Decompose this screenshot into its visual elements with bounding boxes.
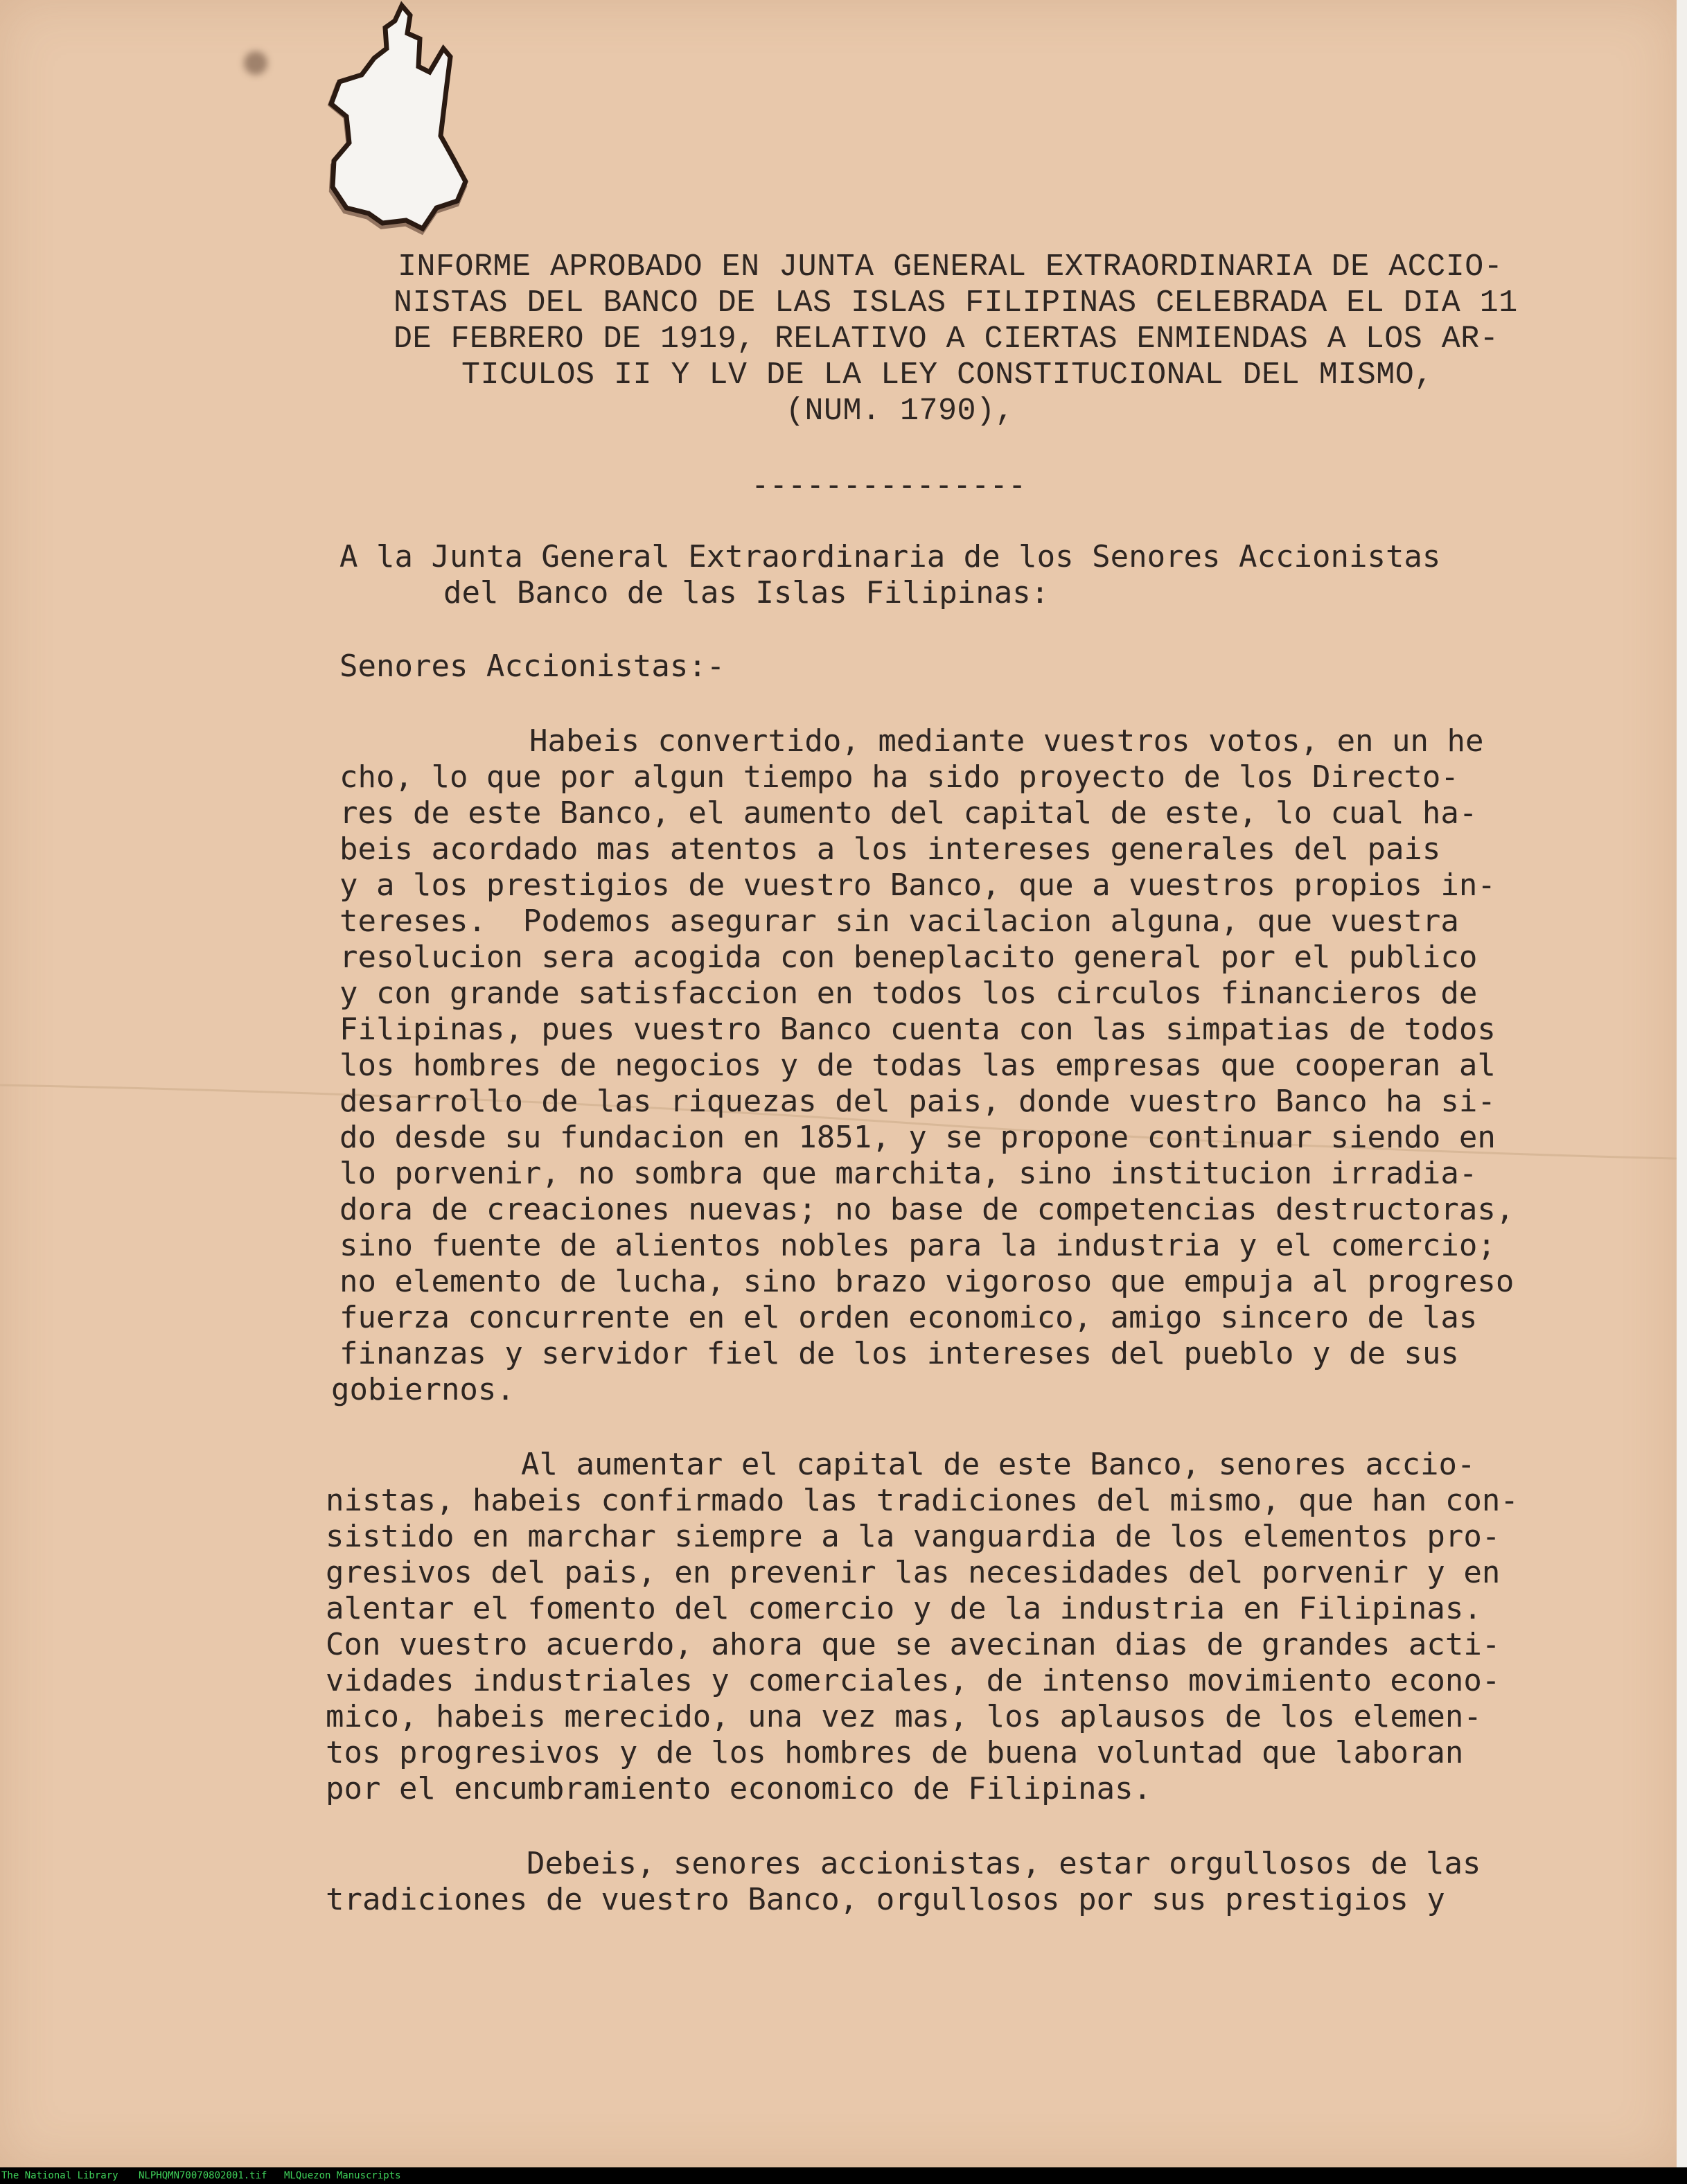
- body-line: resolucion sera acogida con beneplacito general por el publico: [339, 940, 1478, 975]
- salutation: Senores Accionistas:-: [339, 649, 725, 684]
- title-line: INFORME APROBADO EN JUNTA GENERAL EXTRAORDINARIA DE ACCIO-: [398, 249, 1503, 285]
- address-line: del Banco de las Islas Filipinas:: [443, 575, 1050, 610]
- ink-smudge: [244, 51, 267, 75]
- footer-filename: NLPHQMN70070802001.tif: [139, 2170, 267, 2181]
- body-line: mico, habeis merecido, una vez mas, los aplausos de los elemen-: [326, 1699, 1482, 1734]
- body-line: dora de creaciones nuevas; no base de competencias destructoras,: [339, 1192, 1514, 1227]
- title-line: TICULOS II Y LV DE LA LEY CONSTITUCIONAL DEL MISMO,: [461, 358, 1433, 393]
- body-line: Con vuestro acuerdo, ahora que se avecinan dias de grandes acti-: [326, 1627, 1501, 1662]
- body-line: tradiciones de vuestro Banco, orgullosos por sus prestigios y: [326, 1882, 1445, 1917]
- body-line: y a los prestigios de vuestro Banco, que a vuestros propios in-: [339, 868, 1496, 903]
- body-line: Debeis, senores accionistas, estar orgullosos de las: [527, 1846, 1481, 1881]
- body-line: finanzas y servidor fiel de los intereses del pueblo y de sus: [339, 1336, 1459, 1371]
- body-line: tereses. Podemos asegurar sin vacilacion alguna, que vuestra: [339, 904, 1459, 939]
- title-line: DE FEBRERO DE 1919, RELATIVO A CIERTAS ENMIENDAS A LOS AR-: [394, 322, 1499, 357]
- body-line: no elemento de lucha, sino brazo vigoroso que empuja al progreso: [339, 1264, 1514, 1299]
- burn-hole-damage: [319, 0, 478, 236]
- separator-line: ---------------: [751, 467, 1027, 502]
- body-line: beis acordado mas atentos a los intereses generales del pais: [339, 831, 1441, 867]
- footer-library: The National Library: [1, 2170, 118, 2181]
- body-line: por el encumbramiento economico de Filipinas.: [326, 1771, 1152, 1806]
- title-line: NISTAS DEL BANCO DE LAS ISLAS FILIPINAS CELEBRADA EL DIA 11: [394, 285, 1518, 321]
- body-line: sistido en marchar siempre a la vanguardia de los elementos pro-: [326, 1519, 1501, 1554]
- body-line: gobiernos.: [331, 1372, 515, 1407]
- body-line: lo porvenir, no sombra que marchita, sino institucion irradia-: [339, 1156, 1478, 1191]
- body-line: do desde su fundacion en 1851, y se propone continuar siendo en: [339, 1120, 1496, 1155]
- body-line: y con grande satisfaccion en todos los circulos financieros de: [339, 976, 1478, 1011]
- body-line: Habeis convertido, mediante vuestros votos, en un he: [529, 723, 1484, 759]
- body-line: desarrollo de las riquezas del pais, donde vuestro Banco ha si-: [339, 1084, 1496, 1119]
- body-line: gresivos del pais, en prevenir las necesidades del porvenir y en: [326, 1555, 1501, 1590]
- body-line: nistas, habeis confirmado las tradiciones del mismo, que han con-: [326, 1483, 1519, 1518]
- address-line: A la Junta General Extraordinaria de los Senores Accionistas: [339, 539, 1441, 574]
- scan-footer-bar: [0, 2167, 1687, 2184]
- body-line: vidades industriales y comerciales, de intenso movimiento econo-: [326, 1663, 1501, 1698]
- body-line: res de este Banco, el aumento del capital de este, lo cual ha-: [339, 795, 1478, 831]
- body-line: tos progresivos y de los hombres de buena voluntad que laboran: [326, 1735, 1464, 1770]
- title-line: (NUM. 1790),: [786, 394, 1015, 429]
- body-line: sino fuente de alientos nobles para la industria y el comercio;: [339, 1228, 1496, 1263]
- body-line: cho, lo que por algun tiempo ha sido proyecto de los Directo-: [339, 759, 1459, 795]
- footer-collection: MLQuezon Manuscripts: [284, 2170, 401, 2181]
- body-line: alentar el fomento del comercio y de la industria en Filipinas.: [326, 1591, 1482, 1626]
- body-line: Filipinas, pues vuestro Banco cuenta con las simpatias de todos: [339, 1012, 1496, 1047]
- body-line: fuerza concurrente en el orden economico, amigo sincero de las: [339, 1300, 1478, 1335]
- body-line: Al aumentar el capital de este Banco, senores accio-: [521, 1447, 1476, 1482]
- body-line: los hombres de negocios y de todas las empresas que cooperan al: [339, 1048, 1496, 1083]
